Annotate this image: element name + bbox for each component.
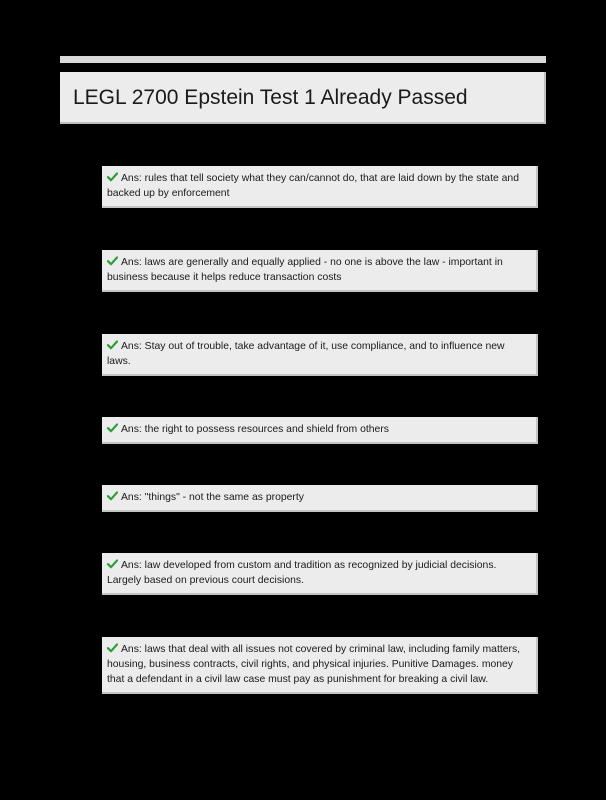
answer-text: Ans: laws that deal with all issues not covered by criminal law, including family matters, housing, business contracts, civil rights, and physical injuries. Punitive Damages. money that a defendant in a civil law case must pay as punishment for breaking a civil law. [107,644,521,685]
answer-box [102,485,538,512]
answer-text: Ans: Stay out of trouble, take advantage of it, use compliance, and to influence new laws. [107,341,505,367]
answer-box [102,250,538,292]
check-icon [107,643,118,653]
check-icon [107,172,118,182]
answer-box [102,417,538,444]
answer-text: Ans: law developed from custom and tradition as recognized by judicial decisions. Largely based on previous court decisions. [107,560,497,586]
answer-box [102,637,538,694]
answer-text: Ans: rules that tell society what they can/cannot do, that are laid down by the state and backed up by enforcement [107,173,519,199]
title-box [60,72,546,124]
answer-box [102,166,538,208]
answer-text: Ans: the right to possess resources and shield from others [121,424,389,435]
check-icon [107,256,118,266]
top-rule [60,56,546,63]
page-title: LEGL 2700 Epstein Test 1 Already Passed [73,86,468,109]
answer-box [102,553,538,595]
footer-page-number [496,766,552,778]
check-icon [107,340,118,350]
footer-logo [56,766,104,778]
check-icon [107,491,118,501]
answer-text: Ans: "things" - not the same as property [121,492,304,503]
check-icon [107,559,118,569]
answer-box [102,334,538,376]
check-icon [107,423,118,433]
answer-text: Ans: laws are generally and equally applied - no one is above the law - important in business because it helps reduce transaction costs [107,257,503,283]
